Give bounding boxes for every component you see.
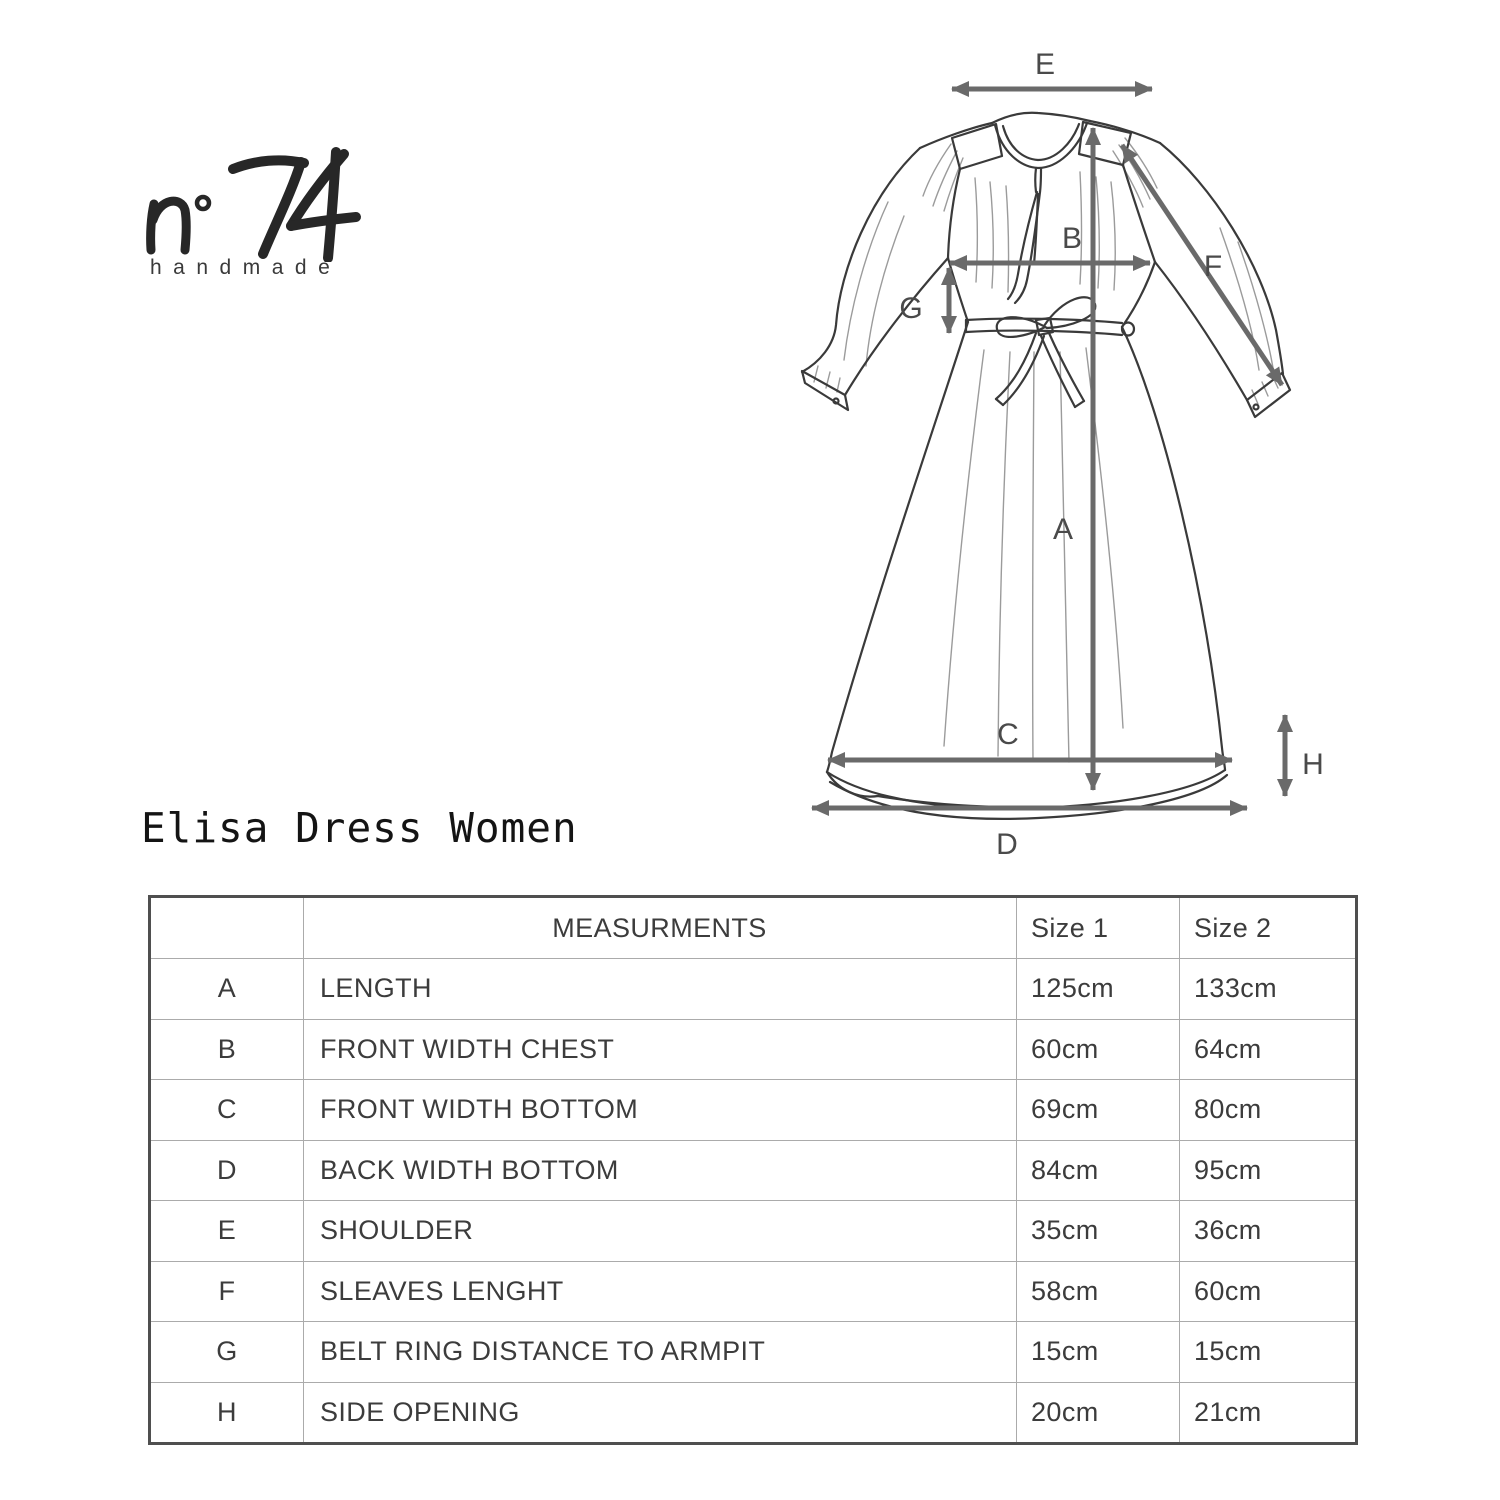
cell-measurement: SIDE OPENING: [304, 1382, 1017, 1444]
cell-size2: 95cm: [1180, 1140, 1357, 1201]
cell-size1: 58cm: [1017, 1261, 1180, 1322]
table-row: [150, 1201, 1357, 1262]
cell-size1: 15cm: [1017, 1322, 1180, 1383]
cell-measurement: FRONT WIDTH CHEST: [304, 1019, 1017, 1080]
header-size1: Size 1: [1017, 897, 1180, 959]
page-title: Elisa Dress Women: [141, 804, 578, 852]
cell-letter: A: [150, 959, 304, 1020]
logo-letter-n: [151, 201, 187, 250]
cell-letter: C: [150, 1080, 304, 1141]
table-row: [150, 1322, 1357, 1383]
cell-measurement: SLEAVES LENGHT: [304, 1261, 1017, 1322]
table-header-row: [150, 897, 1357, 959]
measure-label-c: C: [997, 718, 1019, 751]
cell-letter: B: [150, 1019, 304, 1080]
table-row: [150, 959, 1357, 1020]
size-table: [148, 895, 1355, 1445]
cell-size2: 60cm: [1180, 1261, 1357, 1322]
logo-degree-mark: [197, 197, 209, 209]
table-row: [150, 1261, 1357, 1322]
table-row: [150, 1019, 1357, 1080]
cell-size1: 20cm: [1017, 1382, 1180, 1444]
cell-letter: D: [150, 1140, 304, 1201]
measure-label-h: H: [1302, 748, 1324, 781]
table-row: [150, 1140, 1357, 1201]
table-row: [150, 1382, 1357, 1444]
cell-size2: 36cm: [1180, 1201, 1357, 1262]
cell-letter: G: [150, 1322, 304, 1383]
cell-size1: 84cm: [1017, 1140, 1180, 1201]
measure-label-d: D: [996, 828, 1018, 861]
cell-measurement: SHOULDER: [304, 1201, 1017, 1262]
cell-size2: 15cm: [1180, 1322, 1357, 1383]
cell-letter: F: [150, 1261, 304, 1322]
measure-label-b: B: [1061, 222, 1083, 255]
table-row: [150, 1080, 1357, 1141]
header-letter: [150, 897, 304, 959]
header-size2: Size 2: [1180, 897, 1357, 959]
cell-measurement: LENGTH: [304, 959, 1017, 1020]
cell-measurement: BACK WIDTH BOTTOM: [304, 1140, 1017, 1201]
cell-measurement: BELT RING DISTANCE TO ARMPIT: [304, 1322, 1017, 1383]
cell-size1: 35cm: [1017, 1201, 1180, 1262]
measure-label-g: G: [899, 292, 923, 325]
cell-size2: 133cm: [1180, 959, 1357, 1020]
header-measurements: MEASURMENTS: [304, 897, 1017, 959]
dress-outline: [802, 113, 1290, 819]
cell-size2: 21cm: [1180, 1382, 1357, 1444]
cell-size1: 69cm: [1017, 1080, 1180, 1141]
cell-size2: 80cm: [1180, 1080, 1357, 1141]
brand-logo-subtext: handmade: [150, 256, 342, 279]
cell-letter: E: [150, 1201, 304, 1262]
cell-letter: H: [150, 1382, 304, 1444]
cell-size2: 64cm: [1180, 1019, 1357, 1080]
measure-label-a: A: [1052, 513, 1074, 546]
measure-label-e: E: [1034, 48, 1056, 81]
brand-logo-n74: [140, 147, 375, 262]
dress-diagram: [770, 30, 1350, 870]
dress-gather-lines: [814, 138, 1278, 762]
cell-size1: 125cm: [1017, 959, 1180, 1020]
logo-digit-7: [233, 160, 304, 254]
cell-size1: 60cm: [1017, 1019, 1180, 1080]
measure-label-f: F: [1203, 250, 1223, 283]
cell-measurement: FRONT WIDTH BOTTOM: [304, 1080, 1017, 1141]
